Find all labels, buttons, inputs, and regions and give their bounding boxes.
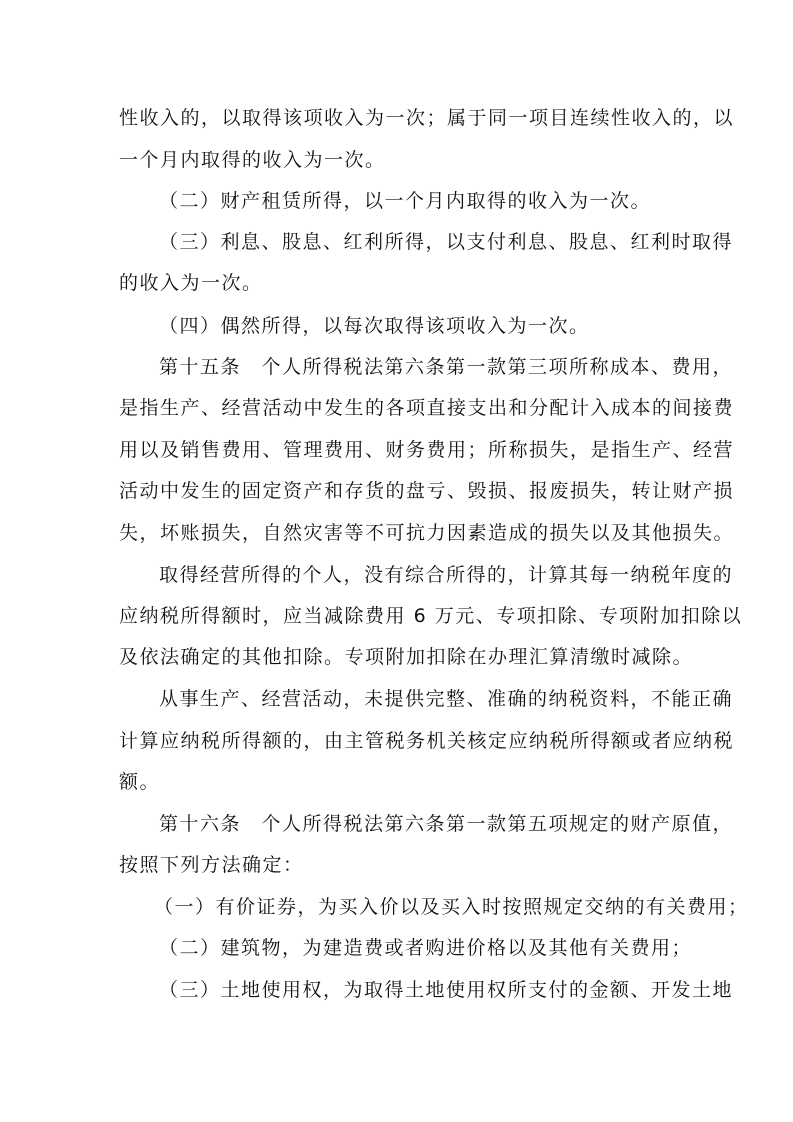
text-line: 活动中发生的固定资产和存货的盘亏、毁损、报废损失，转让财产损 xyxy=(119,480,735,502)
text-line: 失，坏账损失，自然灾害等不可抗力因素造成的损失以及其他损失。 xyxy=(119,522,735,544)
text-line: 的收入为一次。 xyxy=(119,272,263,294)
text-line: 是指生产、经营活动中发生的各项直接支出和分配计入成本的间接费 xyxy=(119,397,735,419)
text-segment: 万元、专项扣除、专项附加扣除以 xyxy=(434,605,743,627)
text-line: 用以及销售费用、管理费用、财务费用；所称损失，是指生产、经营 xyxy=(119,439,735,461)
text-segment: 应纳税所得额时，应当减除费用 xyxy=(119,605,407,627)
text-line: 及依法确定的其他扣除。专项附加扣除在办理汇算清缴时减除。 xyxy=(119,646,694,668)
text-line: 计算应纳税所得额的，由主管税务机关核定应纳税所得额或者应纳税 xyxy=(119,730,735,752)
text-line: 一个月内取得的收入为一次。 xyxy=(119,149,386,171)
text-line: 性收入的，以取得该项收入为一次；属于同一项目连续性收入的，以 xyxy=(119,107,735,129)
text-line xyxy=(119,604,742,628)
text-line: （四）偶然所得，以每次取得该项收入为一次。 xyxy=(159,315,590,337)
text-line: 第十五条 个人所得税法第六条第一款第三项所称成本、费用， xyxy=(159,356,734,378)
text-line: 从事生产、经营活动，未提供完整、准确的纳税资料，不能正确 xyxy=(159,688,734,710)
text-line: （三）利息、股息、红利所得，以支付利息、股息、红利时取得 xyxy=(159,231,734,253)
text-line: 按照下列方法确定： xyxy=(119,854,304,876)
text-line: （一）有价证券，为买入价以及买入时按照规定交纳的有关费用； xyxy=(154,896,749,918)
text-line: 取得经营所得的个人，没有综合所得的，计算其每一纳税年度的 xyxy=(159,564,734,586)
text-line: （二）财产租赁所得，以一个月内取得的收入为一次。 xyxy=(159,190,652,212)
number-value: 6 xyxy=(413,605,428,627)
text-line: 额。 xyxy=(119,771,161,793)
text-line: （三）土地使用权，为取得土地使用权所支付的金额、开发土地 xyxy=(159,979,734,1001)
text-line: 第十六条 个人所得税法第六条第一款第五项规定的财产原值， xyxy=(159,813,734,835)
text-line: （二）建筑物，为建造费或者购进价格以及其他有关费用； xyxy=(159,937,693,959)
